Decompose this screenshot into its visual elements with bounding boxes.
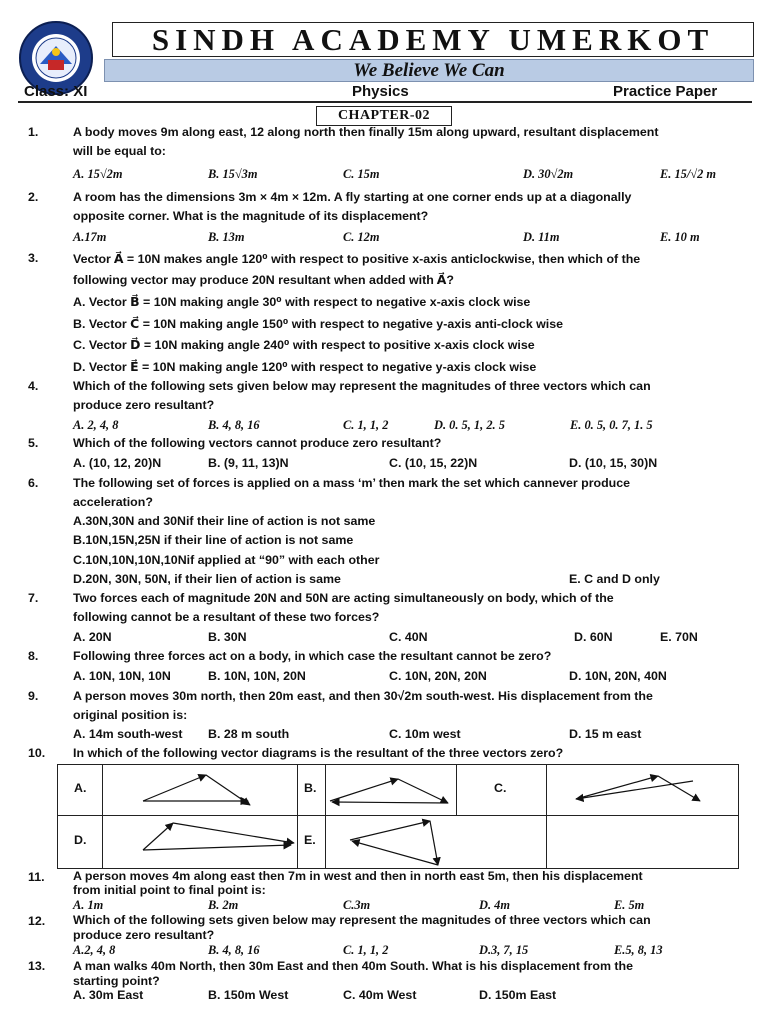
question-number: 11. bbox=[28, 870, 45, 884]
option-c: C. 10m west bbox=[389, 727, 461, 741]
question-text: A body moves 9m along east, 12 along north then finally 15m along upward, resultant displacement bbox=[73, 125, 659, 139]
question-text: Which of the following sets given below may represent the magnitudes of three vectors which can bbox=[73, 913, 651, 927]
question-text: A person moves 4m along east then 7m in west and then in north east 5m, then his displacement bbox=[73, 869, 643, 883]
option-b: B. 15√3m bbox=[208, 167, 258, 181]
question-text: produce zero resultant? bbox=[73, 928, 215, 942]
question-text: In which of the following vector diagrams is the resultant of the three vectors zero? bbox=[73, 746, 564, 760]
option-b: B. 30N bbox=[208, 630, 247, 644]
option-a: A. 14m south-west bbox=[73, 727, 183, 741]
header-divider bbox=[18, 101, 752, 103]
option-d: D. 10N, 20N, 40N bbox=[569, 669, 667, 683]
question-text: original position is: bbox=[73, 708, 188, 722]
paper-type-label: Practice Paper bbox=[613, 83, 718, 100]
question-text: starting point? bbox=[73, 974, 160, 988]
option-a: A. 30m East bbox=[73, 988, 144, 1002]
question-number: 6. bbox=[28, 476, 39, 490]
option-e: E. 15/√2 m bbox=[660, 167, 717, 181]
question-number: 13. bbox=[28, 959, 46, 973]
option-c: C. 15m bbox=[343, 167, 380, 181]
option-d: D.3, 7, 15 bbox=[479, 943, 529, 957]
option-b: B. 150m West bbox=[208, 988, 289, 1002]
option-b: B. 4, 8, 16 bbox=[208, 418, 260, 432]
question-text: following vector may produce 20N resultant when added with A⃗? bbox=[73, 273, 454, 287]
question-text: Which of the following vectors cannot produce zero resultant? bbox=[73, 436, 442, 450]
option-a: A. 1m bbox=[73, 898, 104, 912]
question-text: from initial point to final point is: bbox=[73, 883, 266, 897]
option-b: B. 2m bbox=[208, 898, 239, 912]
diagram-a bbox=[143, 775, 250, 805]
question-number: 10. bbox=[28, 746, 46, 760]
question-number: 2. bbox=[28, 190, 39, 204]
option-c: C. 12m bbox=[343, 230, 380, 244]
question-text: A room has the dimensions 3m × 4m × 12m. A fly starting at one corner ends up at a diagonally bbox=[73, 190, 632, 204]
option-a: A. 15√2m bbox=[73, 167, 123, 181]
question-text: Which of the following sets given below may represent the magnitudes of three vectors which can bbox=[73, 379, 651, 393]
subject-label: Physics bbox=[352, 83, 409, 100]
question-number: 4. bbox=[28, 379, 39, 393]
school-name: SINDH ACADEMY UMERKOT bbox=[112, 22, 754, 57]
option-d: D.20N, 30N, 50N, if their lien of action is same bbox=[73, 572, 341, 586]
question-number: 8. bbox=[28, 649, 39, 663]
question-number: 5. bbox=[28, 436, 39, 450]
option-b: B. (9, 11, 13)N bbox=[208, 456, 289, 470]
option-a: A. (10, 12, 20)N bbox=[73, 456, 162, 470]
vector-diagram-table bbox=[57, 764, 739, 869]
option-d: D. 15 m east bbox=[569, 727, 642, 741]
option-d: D. 0. 5, 1, 2. 5 bbox=[434, 418, 505, 432]
question-text: Vector A⃗ = 10N makes angle 120⁰ with respect to positive x-axis anticlockwise, then which of the bbox=[73, 252, 641, 266]
diagram-c bbox=[576, 776, 700, 801]
question-number: 1. bbox=[28, 125, 39, 139]
question-text: produce zero resultant? bbox=[73, 398, 215, 412]
option-c: C. 40m West bbox=[343, 988, 417, 1002]
option-b: B. Vector C⃗ = 10N making angle 150⁰ with respect to negative y-axis anti-clock wise bbox=[73, 317, 564, 331]
option-c: C. Vector D⃗ = 10N making angle 240⁰ with respect to positive x-axis clock wise bbox=[73, 338, 535, 352]
diagram-label-b: B. bbox=[304, 781, 317, 795]
option-e: E. 10 m bbox=[660, 230, 700, 244]
question-text: The following set of forces is applied on a mass ‘m’ then mark the set which cannever produce bbox=[73, 476, 631, 490]
option-c: C. 1, 1, 2 bbox=[343, 943, 389, 957]
option-a: A.30N,30N and 30Nif their line of action is not same bbox=[73, 514, 376, 528]
question-text: following cannot be a resultant of these two forces? bbox=[73, 610, 380, 624]
option-a: A. Vector B⃗ = 10N making angle 30⁰ with respect to negative x-axis clock wise bbox=[73, 295, 531, 309]
option-a: A.17m bbox=[73, 230, 107, 244]
question-text: acceleration? bbox=[73, 495, 153, 509]
option-c: C. (10, 15, 22)N bbox=[389, 456, 478, 470]
option-d: D. 60N bbox=[574, 630, 613, 644]
option-c: C. 1, 1, 2 bbox=[343, 418, 389, 432]
option-b: B. 10N, 10N, 20N bbox=[208, 669, 306, 683]
question-text: A man walks 40m North, then 30m East and then 40m South. What is his displacement from the bbox=[73, 959, 633, 973]
option-d: D. (10, 15, 30)N bbox=[569, 456, 658, 470]
option-e: E. 5m bbox=[614, 898, 645, 912]
question-number: 3. bbox=[28, 251, 39, 265]
diagram-d bbox=[143, 823, 294, 850]
question-number: 7. bbox=[28, 591, 39, 605]
diagram-e bbox=[350, 821, 438, 865]
diagram-label-a: A. bbox=[74, 781, 87, 795]
option-a: A.2, 4, 8 bbox=[73, 943, 116, 957]
question-text: opposite corner. What is the magnitude of its displacement? bbox=[73, 209, 429, 223]
question-number: 9. bbox=[28, 689, 39, 703]
class-label: Class: XI bbox=[24, 83, 88, 100]
option-e: E. C and D only bbox=[569, 572, 660, 586]
motto-banner: We Believe We Can bbox=[104, 59, 754, 82]
option-d: D. 4m bbox=[479, 898, 510, 912]
option-b: B. 13m bbox=[208, 230, 245, 244]
question-text: Following three forces act on a body, in which case the resultant cannot be zero? bbox=[73, 649, 552, 663]
option-d: D. 150m East bbox=[479, 988, 557, 1002]
question-text: A person moves 30m north, then 20m east, and then 30√2m south-west. His displacement from the bbox=[73, 689, 653, 703]
question-number: 12. bbox=[28, 914, 46, 928]
option-b: B. 28 m south bbox=[208, 727, 290, 741]
diagram-label-c: C. bbox=[494, 781, 507, 795]
option-e: E. 0. 5, 0. 7, 1. 5 bbox=[570, 418, 653, 432]
option-a: A. 10N, 10N, 10N bbox=[73, 669, 171, 683]
diagram-b bbox=[330, 779, 448, 803]
option-c: C.10N,10N,10N,10Nif applied at “90” with each other bbox=[73, 553, 380, 567]
option-d: D. 30√2m bbox=[523, 167, 574, 181]
option-d: D. 11m bbox=[523, 230, 560, 244]
option-a: A. 20N bbox=[73, 630, 112, 644]
question-text: will be equal to: bbox=[73, 144, 166, 158]
question-text: Two forces each of magnitude 20N and 50N are acting simultaneously on body, which of the bbox=[73, 591, 614, 605]
option-c: C.3m bbox=[343, 898, 371, 912]
option-c: C. 10N, 20N, 20N bbox=[389, 669, 487, 683]
option-b: B.10N,15N,25N if their line of action is not same bbox=[73, 533, 354, 547]
option-d: D. Vector E⃗ = 10N making angle 120⁰ with respect to negative y-axis clock wise bbox=[73, 360, 537, 374]
option-c: C. 40N bbox=[389, 630, 428, 644]
option-b: B. 4, 8, 16 bbox=[208, 943, 260, 957]
option-e: E.5, 8, 13 bbox=[614, 943, 663, 957]
vector-diagrams bbox=[58, 765, 738, 868]
diagram-label-e: E. bbox=[304, 833, 316, 847]
diagram-label-d: D. bbox=[74, 833, 87, 847]
option-a: A. 2, 4, 8 bbox=[73, 418, 119, 432]
chapter-title: CHAPTER-02 bbox=[316, 106, 452, 126]
option-e: E. 70N bbox=[660, 630, 698, 644]
